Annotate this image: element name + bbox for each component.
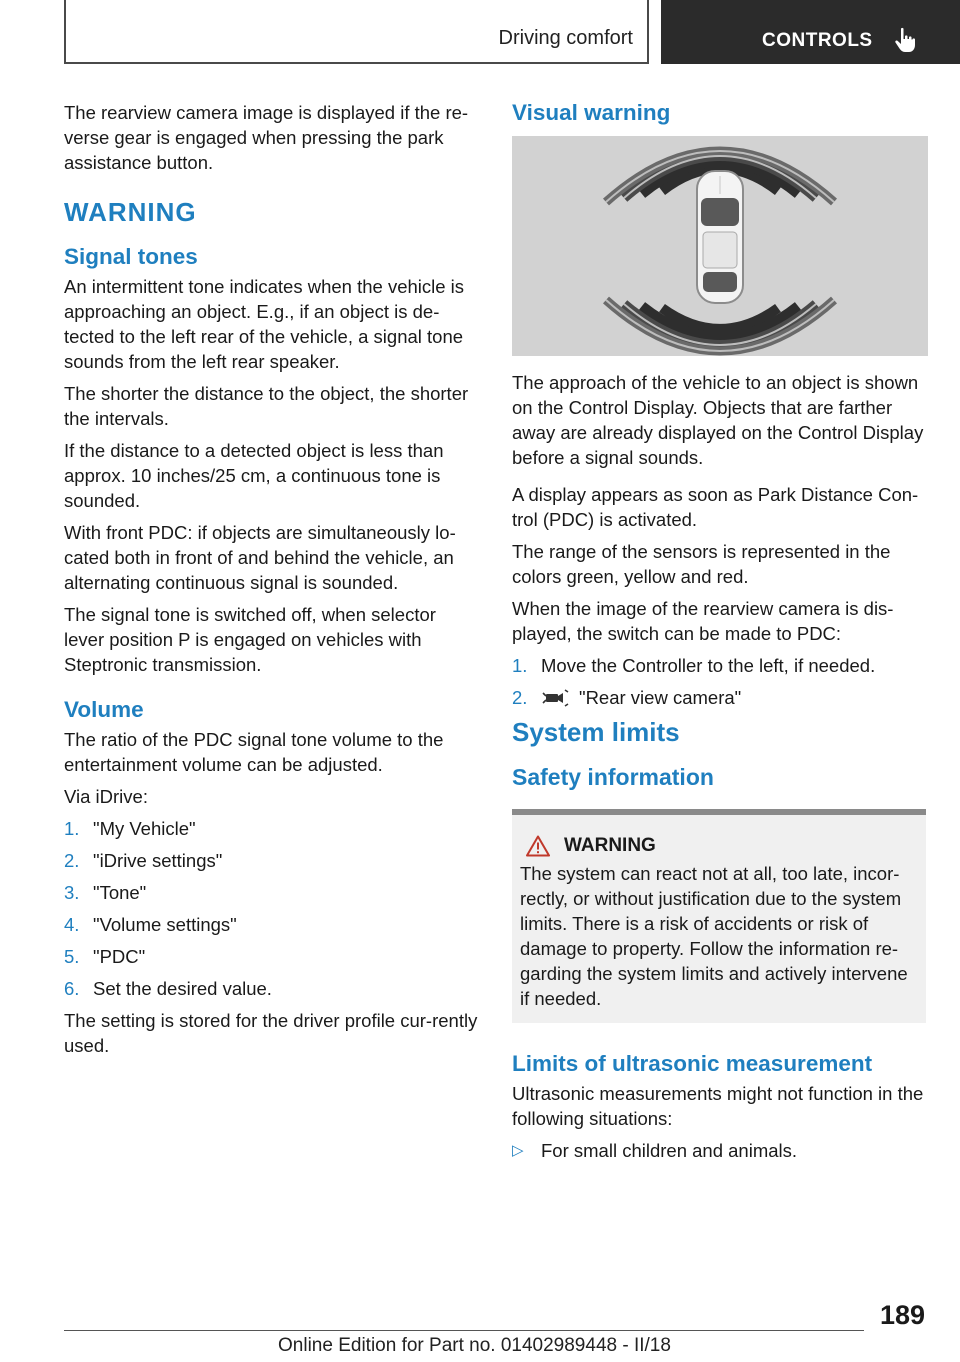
list-item bbox=[64, 848, 478, 873]
header-chapter-tab bbox=[661, 0, 960, 64]
list-item bbox=[512, 1138, 926, 1163]
idrive-steps-list bbox=[64, 816, 478, 1001]
left-column bbox=[64, 100, 478, 1065]
list-item bbox=[64, 976, 478, 1001]
pdc-switch-steps-list bbox=[512, 653, 926, 710]
step-text: "Volume settings" bbox=[93, 914, 237, 935]
warning-box-text: The system can react not at all, too late, incor-rectly, or without justification due to the system limits. There is a risk of accidents or risk of damage to property. Follow the information re-garding the system limits and actively intervene if needed. bbox=[520, 863, 908, 1009]
step-text: "Rear view camera" bbox=[579, 687, 742, 708]
warning-box bbox=[512, 809, 926, 1023]
right-column bbox=[512, 100, 926, 1163]
bullet-triangle-icon: ▷ bbox=[512, 1142, 524, 1159]
header-section-tab bbox=[64, 0, 649, 64]
chapter-title: CONTROLS bbox=[762, 30, 873, 51]
ultrasonic-paragraph: Ultrasonic measurements might not function in the following situations: bbox=[512, 1083, 924, 1129]
volume-paragraph: The ratio of the PDC signal tone volume to the entertainment volume can be adjusted. bbox=[64, 729, 444, 775]
step-number: 2. bbox=[512, 687, 528, 708]
visual-paragraph: When the image of the rearview camera is dis-played, the switch can be made to PDC: bbox=[512, 598, 894, 644]
ultrasonic-heading: Limits of ultrasonic measurement bbox=[512, 1051, 873, 1076]
signal-paragraph: If the distance to a detected object is less than approx. 10 inches/25 cm, a continuous tone is sounded. bbox=[64, 440, 444, 511]
safety-information-heading: Safety information bbox=[512, 764, 714, 790]
visual-paragraph: A display appears as soon as Park Distance Con-trol (PDC) is activated. bbox=[512, 484, 919, 530]
list-item bbox=[512, 685, 926, 710]
step-text: "My Vehicle" bbox=[93, 818, 196, 839]
step-number: 1. bbox=[64, 818, 80, 839]
list-item bbox=[64, 816, 478, 841]
list-item bbox=[64, 880, 478, 905]
via-idrive-label: Via iDrive: bbox=[64, 786, 148, 807]
profile-note: The setting is stored for the driver profile cur-rently used. bbox=[64, 1010, 478, 1056]
visual-paragraph: The range of the sensors is represented in the colors green, yellow and red. bbox=[512, 541, 891, 587]
step-number: 5. bbox=[64, 946, 80, 967]
page-number: 189 bbox=[880, 1300, 926, 1330]
list-item bbox=[512, 653, 926, 678]
bullet-text: For small children and animals. bbox=[541, 1140, 798, 1161]
step-text: Set the desired value. bbox=[93, 978, 272, 999]
warning-triangle-icon bbox=[526, 835, 550, 857]
ultrasonic-limits-list bbox=[512, 1138, 926, 1163]
system-limits-heading: System limits bbox=[512, 717, 680, 747]
warning-heading: WARNING bbox=[64, 197, 197, 227]
rear-camera-icon bbox=[541, 689, 569, 707]
footer-divider bbox=[64, 1330, 864, 1331]
step-text: Move the Controller to the left, if needed. bbox=[541, 655, 876, 676]
step-number: 4. bbox=[64, 914, 80, 935]
signal-paragraph: The signal tone is switched off, when selector lever position P is engaged on vehicles with Steptronic transmission. bbox=[64, 604, 436, 675]
step-number: 1. bbox=[512, 655, 528, 676]
list-item bbox=[64, 944, 478, 969]
edition-footer: Online Edition for Part no. 01402989448 - II/18 bbox=[278, 1335, 671, 1356]
step-number: 6. bbox=[64, 978, 80, 999]
section-title: Driving comfort bbox=[498, 27, 633, 49]
pointing-hand-icon bbox=[894, 27, 916, 53]
pdc-figure bbox=[512, 136, 928, 356]
signal-paragraph: The shorter the distance to the object, the shorter the intervals. bbox=[64, 383, 469, 429]
pdc-car-top-view-icon bbox=[512, 136, 928, 356]
step-text: "iDrive settings" bbox=[93, 850, 223, 871]
visual-warning-heading: Visual warning bbox=[512, 100, 671, 125]
step-number: 3. bbox=[64, 882, 80, 903]
warning-box-title-text: WARNING bbox=[564, 835, 656, 856]
signal-paragraph: An intermittent tone indicates when the vehicle is approaching an object. E.g., if an object is de-tected to the left rear of the vehicle, a signal tone sounds from the left rear speaker. bbox=[64, 276, 465, 372]
intro-paragraph: The rearview camera image is displayed if the re-verse gear is engaged when pressing the park assistance button. bbox=[64, 102, 469, 173]
signal-tones-heading: Signal tones bbox=[64, 244, 198, 269]
list-item bbox=[64, 912, 478, 937]
step-text: "PDC" bbox=[93, 946, 146, 967]
warning-box-title bbox=[520, 835, 918, 857]
step-text: "Tone" bbox=[93, 882, 147, 903]
step-number: 2. bbox=[64, 850, 80, 871]
signal-paragraph: With front PDC: if objects are simultaneously lo-cated both in front of and behind the vehicle, an alternating continuous signal is sounded. bbox=[64, 522, 456, 593]
visual-paragraph: The approach of the vehicle to an object is shown on the Control Display. Objects that are farther away are already displayed on the Control Display before a signal sounds. bbox=[512, 372, 924, 468]
volume-heading: Volume bbox=[64, 697, 144, 722]
